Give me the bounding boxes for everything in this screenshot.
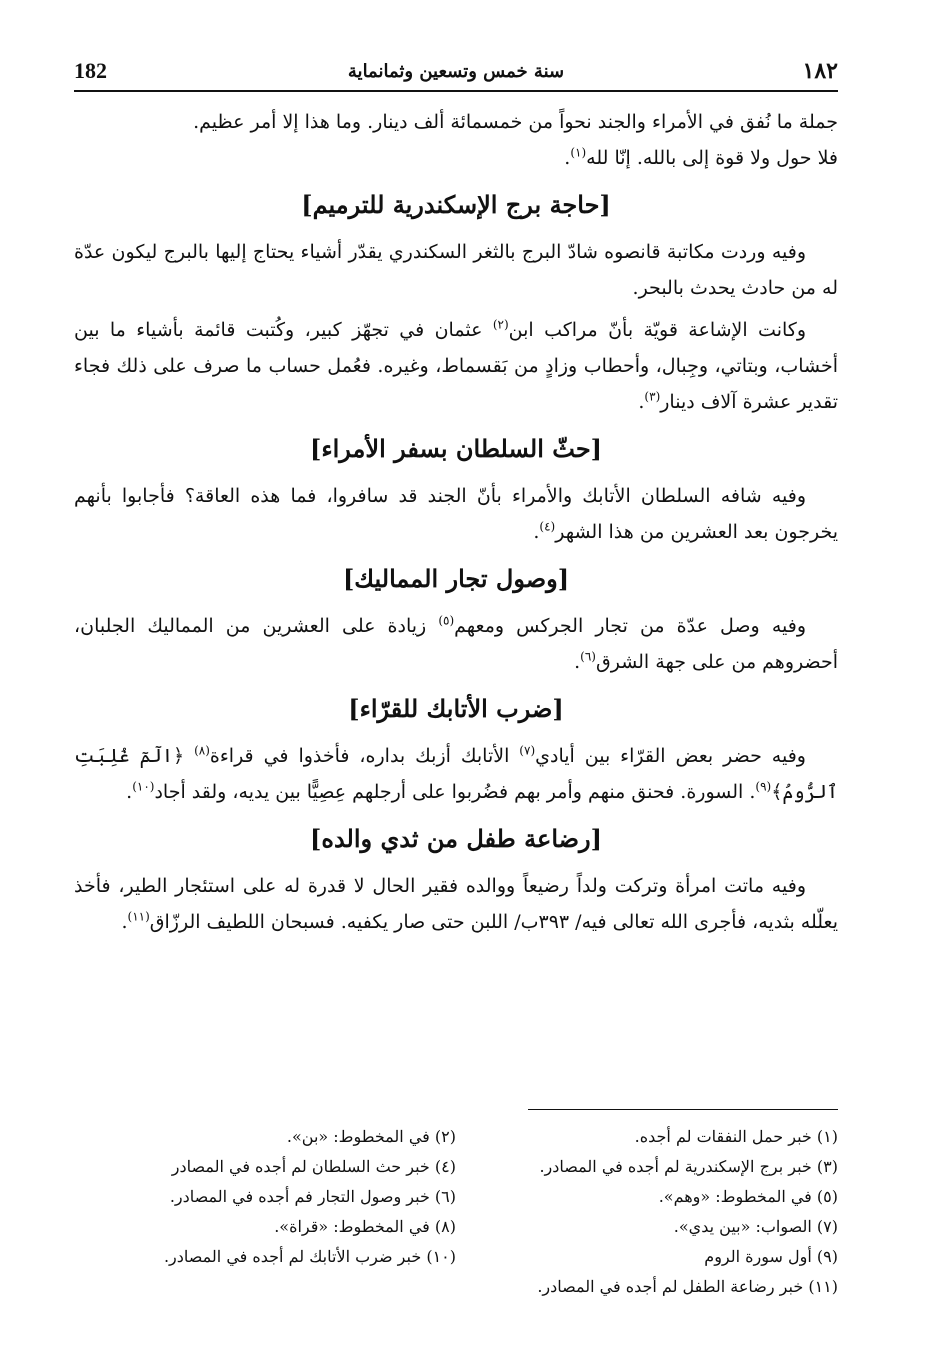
footnote-ref: (٦) bbox=[580, 649, 596, 664]
footnote-4: (٤) خبر حث السلطان لم أجده في المصادر bbox=[171, 1157, 456, 1176]
footnote-ref: (٩) bbox=[755, 779, 772, 794]
paragraph-text: . bbox=[126, 781, 133, 803]
paragraph-text: . bbox=[121, 911, 128, 933]
paragraph-text: . السورة. فحنق منهم وأمر بهم فضُربوا على أرجلهم عِصِيًّا بين يديه، ولقد أجاد bbox=[154, 781, 756, 803]
footnote-9: (٩) أول سورة الروم bbox=[704, 1247, 838, 1266]
footnote-ref: (٤) bbox=[539, 519, 556, 534]
body-text bbox=[74, 104, 838, 940]
footnote-10: (١٠) خبر ضرب الأتابك لم أجده في المصادر. bbox=[163, 1247, 456, 1266]
section-heading-alexandria-tower: [حاجة برج الإسكندرية للترميم] bbox=[301, 190, 611, 219]
paragraph-mamluk-merchants bbox=[74, 608, 838, 680]
footnote-divider bbox=[528, 1109, 838, 1110]
section-heading-infant-nursing: [رضاعة طفل من ثدي والده] bbox=[310, 824, 602, 853]
paragraph-atabak-readers bbox=[74, 738, 838, 810]
footnote-7: (٧) الصواب: «بين يدي». bbox=[673, 1217, 838, 1236]
paragraph-text: . bbox=[574, 651, 581, 673]
intro-line-2: فلا حول ولا قوة إلى بالله. إنّا لله bbox=[586, 147, 838, 169]
intro-line-1: جملة ما نُفق في الأمراء والجند نحواً من خمسمائة ألف دينار. وما هذا إلا أمر عظيم. bbox=[193, 111, 838, 133]
paragraph-text: . bbox=[638, 391, 645, 413]
page-number-arabic: ١٨٢ bbox=[802, 58, 838, 84]
paragraph-text: الأتابك أزبك بداره، فأخذوا في قراءة bbox=[209, 745, 520, 767]
footnote-6: (٦) خبر وصول التجار فم أجده في المصادر. bbox=[169, 1187, 456, 1206]
paragraph-text: وفيه حضر بعض القرّاء بين أيادي bbox=[535, 745, 806, 767]
footnote-1: (١) خبر حمل النفقات لم أجده. bbox=[634, 1127, 838, 1146]
footnote-ref: (١٠) bbox=[132, 779, 155, 794]
section-heading-sultan-urges: [حثّ السلطان بسفر الأمراء] bbox=[309, 434, 603, 463]
paragraph-text: زيادة على العشرين من المماليك الجلبان، أحضروهم من على جهة الشرق bbox=[74, 615, 838, 673]
paragraph-text: وفيه ماتت امرأة وتركت ولداً رضيعاً ووالده فقير الحال لا قدرة له على استئجار الطير، فأخذ يعلّله بثديه، فأجرى الله تعالى فيه/ ٣٩٣ب/ اللبن حتى صار يكفيه. فسبحان اللطيف الرزّاق bbox=[74, 875, 838, 933]
running-head-title: سنة خمس وتسعين وثمانماية bbox=[347, 61, 565, 82]
footnote-2: (٢) في المخطوط: «بن». bbox=[286, 1127, 456, 1146]
footnote-3: (٣) خبر برج الإسكندرية لم أجده في المصادر. bbox=[539, 1157, 838, 1176]
footnotes bbox=[74, 1122, 838, 1302]
paragraph-sultan-urges bbox=[74, 478, 838, 550]
paragraph-text: وكانت الإشاعة قويّة بأنّ مراكب ابن bbox=[508, 319, 807, 341]
footnote-ref: (٢) bbox=[492, 317, 509, 332]
footnote-ref: (٧) bbox=[519, 743, 536, 758]
paragraph-text: وفيه وصل عدّة من تجار الجركس ومعهم bbox=[454, 615, 806, 637]
footnote-ref: (٨) bbox=[194, 743, 210, 758]
quran-quote: ﴿الٓمٓ غُلِبَتِ ٱلرُّومُ﴾ bbox=[74, 745, 838, 803]
section-heading-mamluk-merchants: [وصول تجار المماليك] bbox=[342, 564, 570, 593]
footnote-ref: (٣) bbox=[644, 389, 661, 404]
footnote-ref: (٥) bbox=[438, 613, 455, 628]
intro-line-2-end: . bbox=[564, 147, 571, 169]
running-head bbox=[74, 52, 838, 92]
footnote-11: (١١) خبر رضاعة الطفل لم أجده في المصادر. bbox=[537, 1277, 838, 1296]
page-number-latin: 182 bbox=[74, 58, 107, 83]
section-heading-atabak-readers: [ضرب الأتابك للقرّاء] bbox=[348, 694, 564, 723]
paragraph-tower-letter: وفيه وردت مكاتبة قانصوه شادّ البرج بالثغر السكندري يقدّر أشياء يحتاج إليها بالبرج ليكون عدّة له من حادث يحدث بالبحر. bbox=[74, 241, 838, 299]
intro-paragraph bbox=[74, 104, 838, 176]
paragraph-text: عثمان في تجهّز كبير، وكُتبت قائمة بأشياء ما بين أخشاب، وبتاتي، وجِبال، وأحطاب وزادٍ من بَقسماط، وغيره. فعُمل حساب ما صرف على ذلك فجاء تقدير عشرة آلاف دينار bbox=[74, 319, 838, 413]
footnote-5: (٥) في المخطوط: «وهم». bbox=[658, 1187, 838, 1206]
footnote-8: (٨) في المخطوط: «قراة». bbox=[274, 1217, 456, 1236]
paragraph-text: وفيه شافه السلطان الأتابك والأمراء بأنّ الجند قد سافروا، فما هذه العاقة؟ فأجابوا بأنهم يخرجون بعد العشرين من هذا الشهر bbox=[74, 485, 838, 543]
paragraph-infant-nursing bbox=[74, 868, 838, 940]
footnote-ref: (١١) bbox=[127, 909, 150, 924]
paragraph-ottoman-rumor bbox=[74, 312, 838, 420]
footnote-ref: (١) bbox=[570, 145, 587, 160]
paragraph-text: . bbox=[533, 521, 540, 543]
